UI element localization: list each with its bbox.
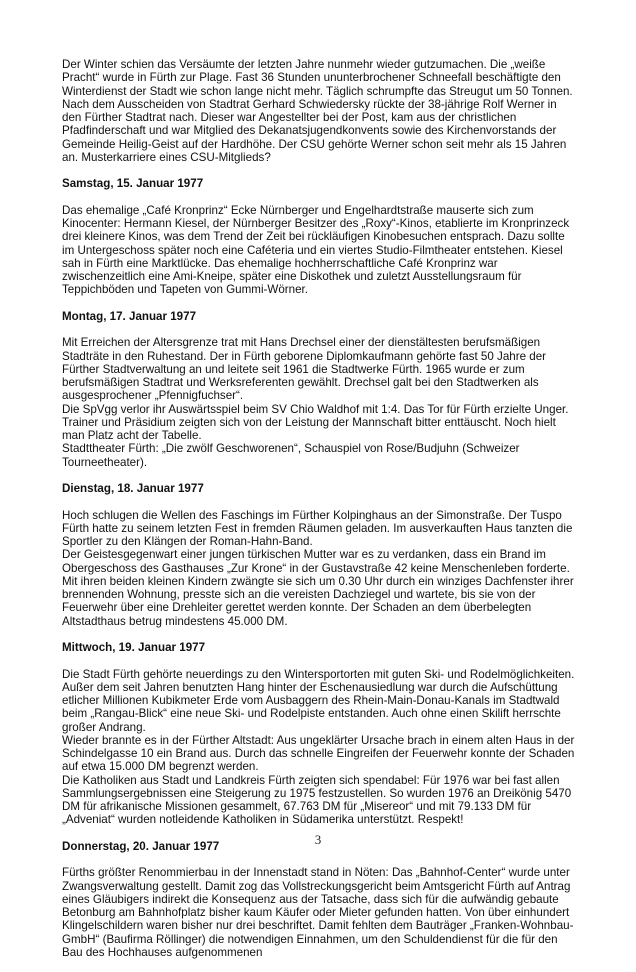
date-heading: Samstag, 15. Januar 1977: [62, 177, 204, 191]
paragraph: Stadttheater Fürth: „Die zwölf Geschworenen“, Schauspiel von Rose/Budjuhn (Schweizer Tourneetheater).: [62, 442, 520, 469]
entry-1977-01-18: [62, 482, 578, 628]
date-heading: Montag, 17. Januar 1977: [62, 309, 197, 323]
entry-body: [62, 668, 578, 827]
paragraph: Hoch schlugen die Wellen des Faschings im Fürther Kolpinghaus an der Simonstraße. Der Tuspo Fürth hatte zu seinem letzten Fest in fremden Räumen geladen. Im ausverkauften Haus tanzten die Sportler zu den Klängen der Roman-Hahn-Band.: [62, 508, 573, 548]
entry-1977-01-20: [62, 840, 578, 959]
paragraph: Nach dem Ausscheiden von Stadtrat Gerhard Schwiedersky rückte der 38-jährige Rolf Werner in den Fürther Stadtrat nach. Dieser war Angestellter bei der Post, kam aus der christlichen Pfadfinderschaft und war Mitglied des Dekanatsjugendkonvents sowie des Kirchenvorstands der Gemeinde Heilig-Geist auf der Hardhöhe. Der CSU gehörte Werner schon seit mehr als 15 Jahren an. Musterkarriere eines CSU-Mitglieds?: [62, 97, 567, 164]
paragraph: Wieder brannte es in der Fürther Altstadt: Aus ungeklärter Ursache brach in einem alten Haus in der Schindelgasse 10 ein Brand aus. Durch das schnelle Eingreifen der Feuerwehr konnte der Schaden auf etwa 15.000 DM begrenzt werden.: [62, 733, 575, 774]
entry-2025-01-15: [62, 177, 578, 296]
date-heading: Dienstag, 18. Januar 1977: [62, 482, 204, 495]
date-heading: Donnerstag, 20. Januar 1977: [62, 839, 220, 853]
page-number: 3: [314, 832, 322, 847]
entry-body: [62, 204, 578, 297]
paragraph: Das ehemalige „Café Kronprinz“ Ecke Nürnberger und Engelhardtstraße mauserte sich zum Kinocenter: Hermann Kiesel, der Nürnberger Besitzer des „Roxy“-Kinos, etablierte im Kronprinzeck drei kleinere Kinos, was dem Trend der Zeit bei rückläufigen Kinobesuchen entsprach. Dazu sollte im Untergeschoss später noch eine Caféteria und ein viertes Studio-Filmtheater entstehen. Kiesel sah in Fürth eine Marktlücke. Das ehemalige hochherrschaftliche Café Kronprinz war zwischenzeitlich eine Ami-Kneipe, später eine Diskothek und zuletzt Ausstellungsraum für Teppichböden und Tapeten von Gummi-Wörner.: [62, 203, 570, 297]
paragraph: Fürths größter Renommierbau in der Innenstadt stand in Nöten: Das „Bahnhof-Center“ wurde unter Zwangsverwaltung gestellt. Damit zog das Vollstreckungsgericht beim Amtsgericht Fürth auf Antrag eines Gläubigers indirekt die Konsequenz aus der Tatsache, dass sich für die aufwändig gebaute Betonburg am Bahnhofplatz bisher kaum Käufer oder Mieter gefunden hatten. Von über einhundert Klingelschildern waren bisher nur drei beschriftet. Damit fehlten dem Bauträger „Franken-Wohnbau-GmbH“ (Baufirma Röllinger) die notwendigen Einnahmen, um den Schuldendienst für die für den Bau des Hochhauses aufgenommenen: [62, 866, 574, 959]
paragraph: Die SpVgg verlor ihr Auswärtsspiel beim SV Chio Waldhof mit 1:4. Das Tor für Fürth erzielte Unger. Trainer und Präsidium zeigten sich von der Leistung der Mannschaft bitter enttäuscht. Noch hielt man Platz acht der Tabelle.: [62, 402, 569, 442]
entry-body: [62, 336, 578, 469]
entry-1977-01-17: [62, 310, 578, 469]
intro-block: [62, 58, 578, 164]
paragraph: Der Winter schien das Versäumte der letzten Jahre nunmehr wieder gutzumachen. Die „weiße Pracht“ wurde in Fürth zur Plage. Fast 36 Stunden ununterbrochener Schneefall beschäftigte den Winterdienst der Stadt wie schon lange nicht mehr. Täglich schrumpfte das Streugut um 50 Tonnen.: [62, 58, 573, 98]
date-heading: Mittwoch, 19. Januar 1977: [62, 641, 206, 654]
paragraph: Die Katholiken aus Stadt und Landkreis Fürth zeigten sich spendabel: Für 1976 war bei fast allen Sammlungsergebnissen eine Steigerung zu 1975 festzustellen. So wurden 1976 an Dreikönig 5470 DM für afrikanische Missionen gesammelt, 67.763 DM für „Misereor“ und mit 79.133 DM für „Adveniat“ wurden notleidende Katholiken in Südamerika unterstützt. Respekt!: [62, 773, 572, 827]
entry-body: [62, 866, 578, 959]
paragraph: Der Geistesgegenwart einer jungen türkischen Mutter war es zu verdanken, dass ein Brand im Obergeschoss des Gasthauses „Zur Krone“ in der Gustavstraße 42 keine Menschenleben forderte. Mit ihren beiden kleinen Kindern zwängte sie sich um 0.30 Uhr durch ein winziges Dachfenster ihrer brennenden Wohnung, presste sich an die vereisten Dachziegel und wartete, bis sie von der Feuerwehr über eine Drehleiter gerettet werden konnte. Der Schaden an dem überbelegten Altstadthaus betrug mindestens 45.000 DM.: [62, 548, 574, 628]
entry-body: [62, 509, 578, 628]
paragraph: Mit Erreichen der Altersgrenze trat mit Hans Drechsel einer der dienstältesten berufsmäßigen Stadträte in den Ruhestand. Der in Fürth geborene Diplomkaufmann gehörte fast 50 Jahre der Fürther Stadtverwaltung an und leitete seit 1961 die Stadtwerke Fürth. 1965 wurde er zum berufsmäßigen Stadtrat und Werksreferenten gewählt. Drechsel galt bei den Stadtwerken als ausgesprochener „Pfennigfuchser“.: [62, 336, 547, 403]
paragraph: Die Stadt Fürth gehörte neuerdings zu den Wintersportorten mit guten Ski- und Rodelmöglichkeiten. Außer dem seit Jahren benutzten Hang hinter der Eschenausiedlung war durch die Aufschüttung etlicher Millionen Kubikmeter Erde vom Ausbaggern des Rhein-Main-Donau-Kanals im Stadtwald beim „Rangau-Blick“ eine neue Ski- und Rodelpiste entstanden. Auch ohne einen Skilift herrschte großer Andrang.: [62, 667, 575, 734]
entry-1977-01-19: [62, 641, 578, 827]
